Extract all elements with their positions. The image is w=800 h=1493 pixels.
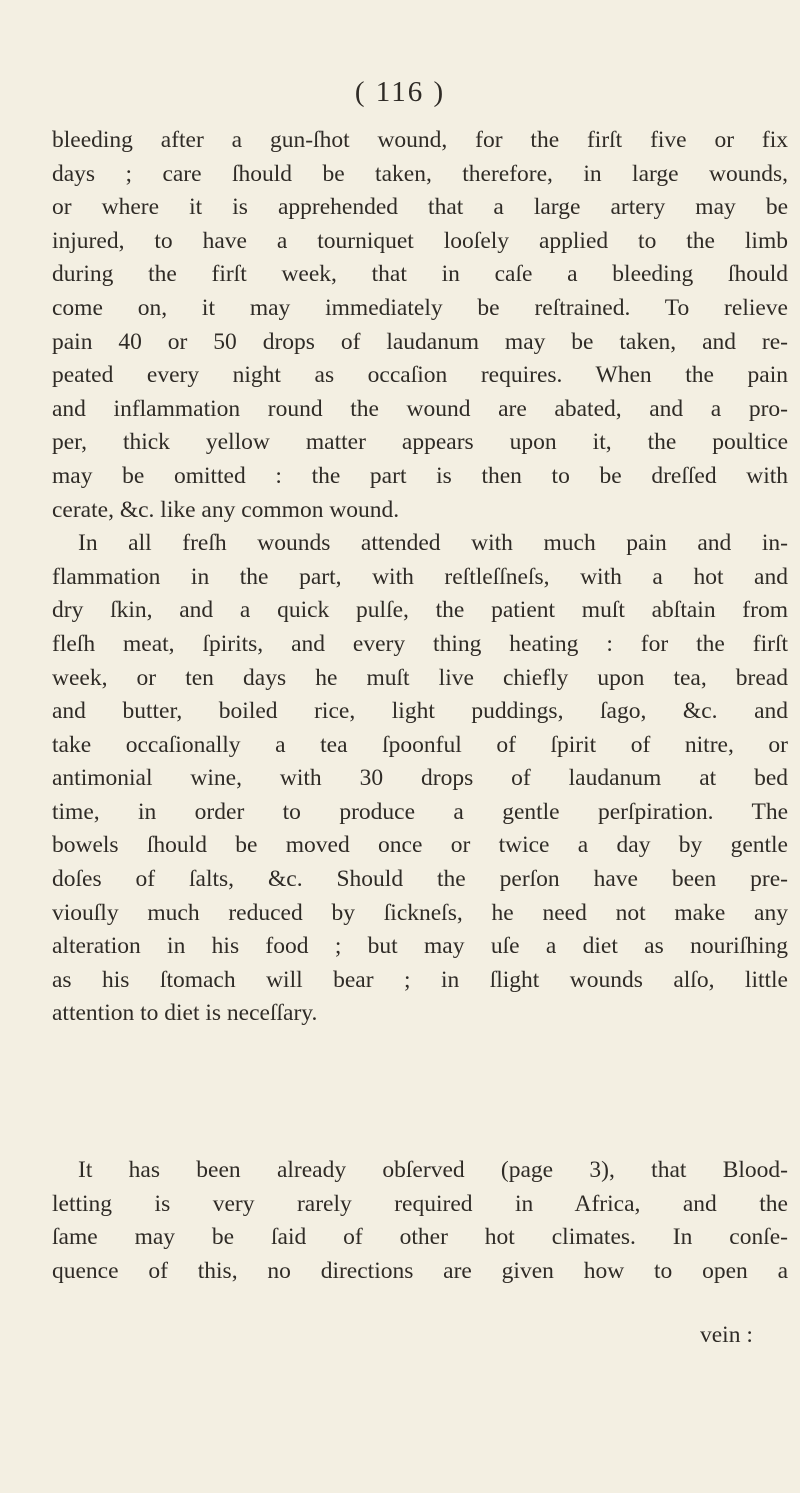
text-line: bleeding after a gun-ſhot wound, for the firſt five or fix [52, 127, 788, 153]
text-line: doſes of ſalts, &c. Should the perſon have been pre- [52, 866, 788, 893]
text-line: as his ſtomach will bear ; in ſlight wounds alſo, little [52, 966, 788, 993]
text-line: dry ſkin, and a quick pulſe, the patient muſt abſtain from [52, 597, 788, 624]
text-line: bowels ſhould be moved once or twice a day by gentle [52, 832, 788, 859]
text-line: and butter, boiled rice, light puddings, ſago, &c. and [52, 698, 788, 725]
text-line: come on, it may immediately be reſtrained. To relieve [52, 294, 788, 321]
text-line: ſame may be ſaid of other hot climates. In conſe- [52, 1224, 788, 1251]
page-number: ( 116 ) [354, 76, 446, 108]
text-line: flammation in the part, with reſtleſſneſs, with a hot and [52, 563, 788, 590]
paragraph-wound-care [52, 124, 788, 1031]
text-line: alteration in his food ; but may uſe a diet as nouriſhing [52, 933, 788, 960]
text-line: or where it is apprehended that a large artery may be [52, 194, 788, 221]
text-line: letting is very rarely required in Africa, and the [52, 1190, 788, 1217]
text-line: It has been already obſerved (page 3), that Blood- [78, 1157, 788, 1183]
catchword: vein : [700, 1322, 753, 1348]
text-line: take occaſionally a tea ſpoonful of ſpirit of nitre, or [52, 731, 788, 758]
text-line: pain 40 or 50 drops of laudanum may be taken, and re- [52, 328, 788, 355]
text-line: days ; care ſhould be taken, therefore, in large wounds, [52, 160, 788, 187]
text-line: may be omitted : the part is then to be dreſſed with [52, 462, 788, 489]
text-line: injured, to have a tourniquet looſely applied to the limb [52, 227, 788, 254]
text-line: antimonial wine, with 30 drops of laudanum at bed [52, 765, 788, 792]
text-line: time, in order to produce a gentle perſpiration. The [52, 798, 788, 825]
text-line: quence of this, no directions are given how to open a [52, 1257, 788, 1284]
paragraph-blood-letting [52, 1154, 788, 1288]
text-line: cerate, &c. like any common wound. [52, 496, 400, 523]
text-line: attention to diet is neceſſary. [52, 1000, 318, 1027]
text-line: In all freſh wounds attended with much pain and in- [78, 530, 788, 557]
text-line: fleſh meat, ſpirits, and every thing heating : for the firſt [52, 630, 788, 657]
text-line: during the firſt week, that in caſe a bleeding ſhould [52, 261, 788, 288]
text-line: week, or ten days he muſt live chiefly upon tea, bread [52, 664, 788, 691]
text-line: per, thick yellow matter appears upon it, the poultice [52, 429, 788, 456]
text-line: peated every night as occaſion requires. When the pain [52, 362, 788, 389]
text-line: and inflammation round the wound are abated, and a pro- [52, 395, 788, 422]
text-line: viouſly much reduced by ſickneſs, he need not make any [52, 899, 788, 926]
